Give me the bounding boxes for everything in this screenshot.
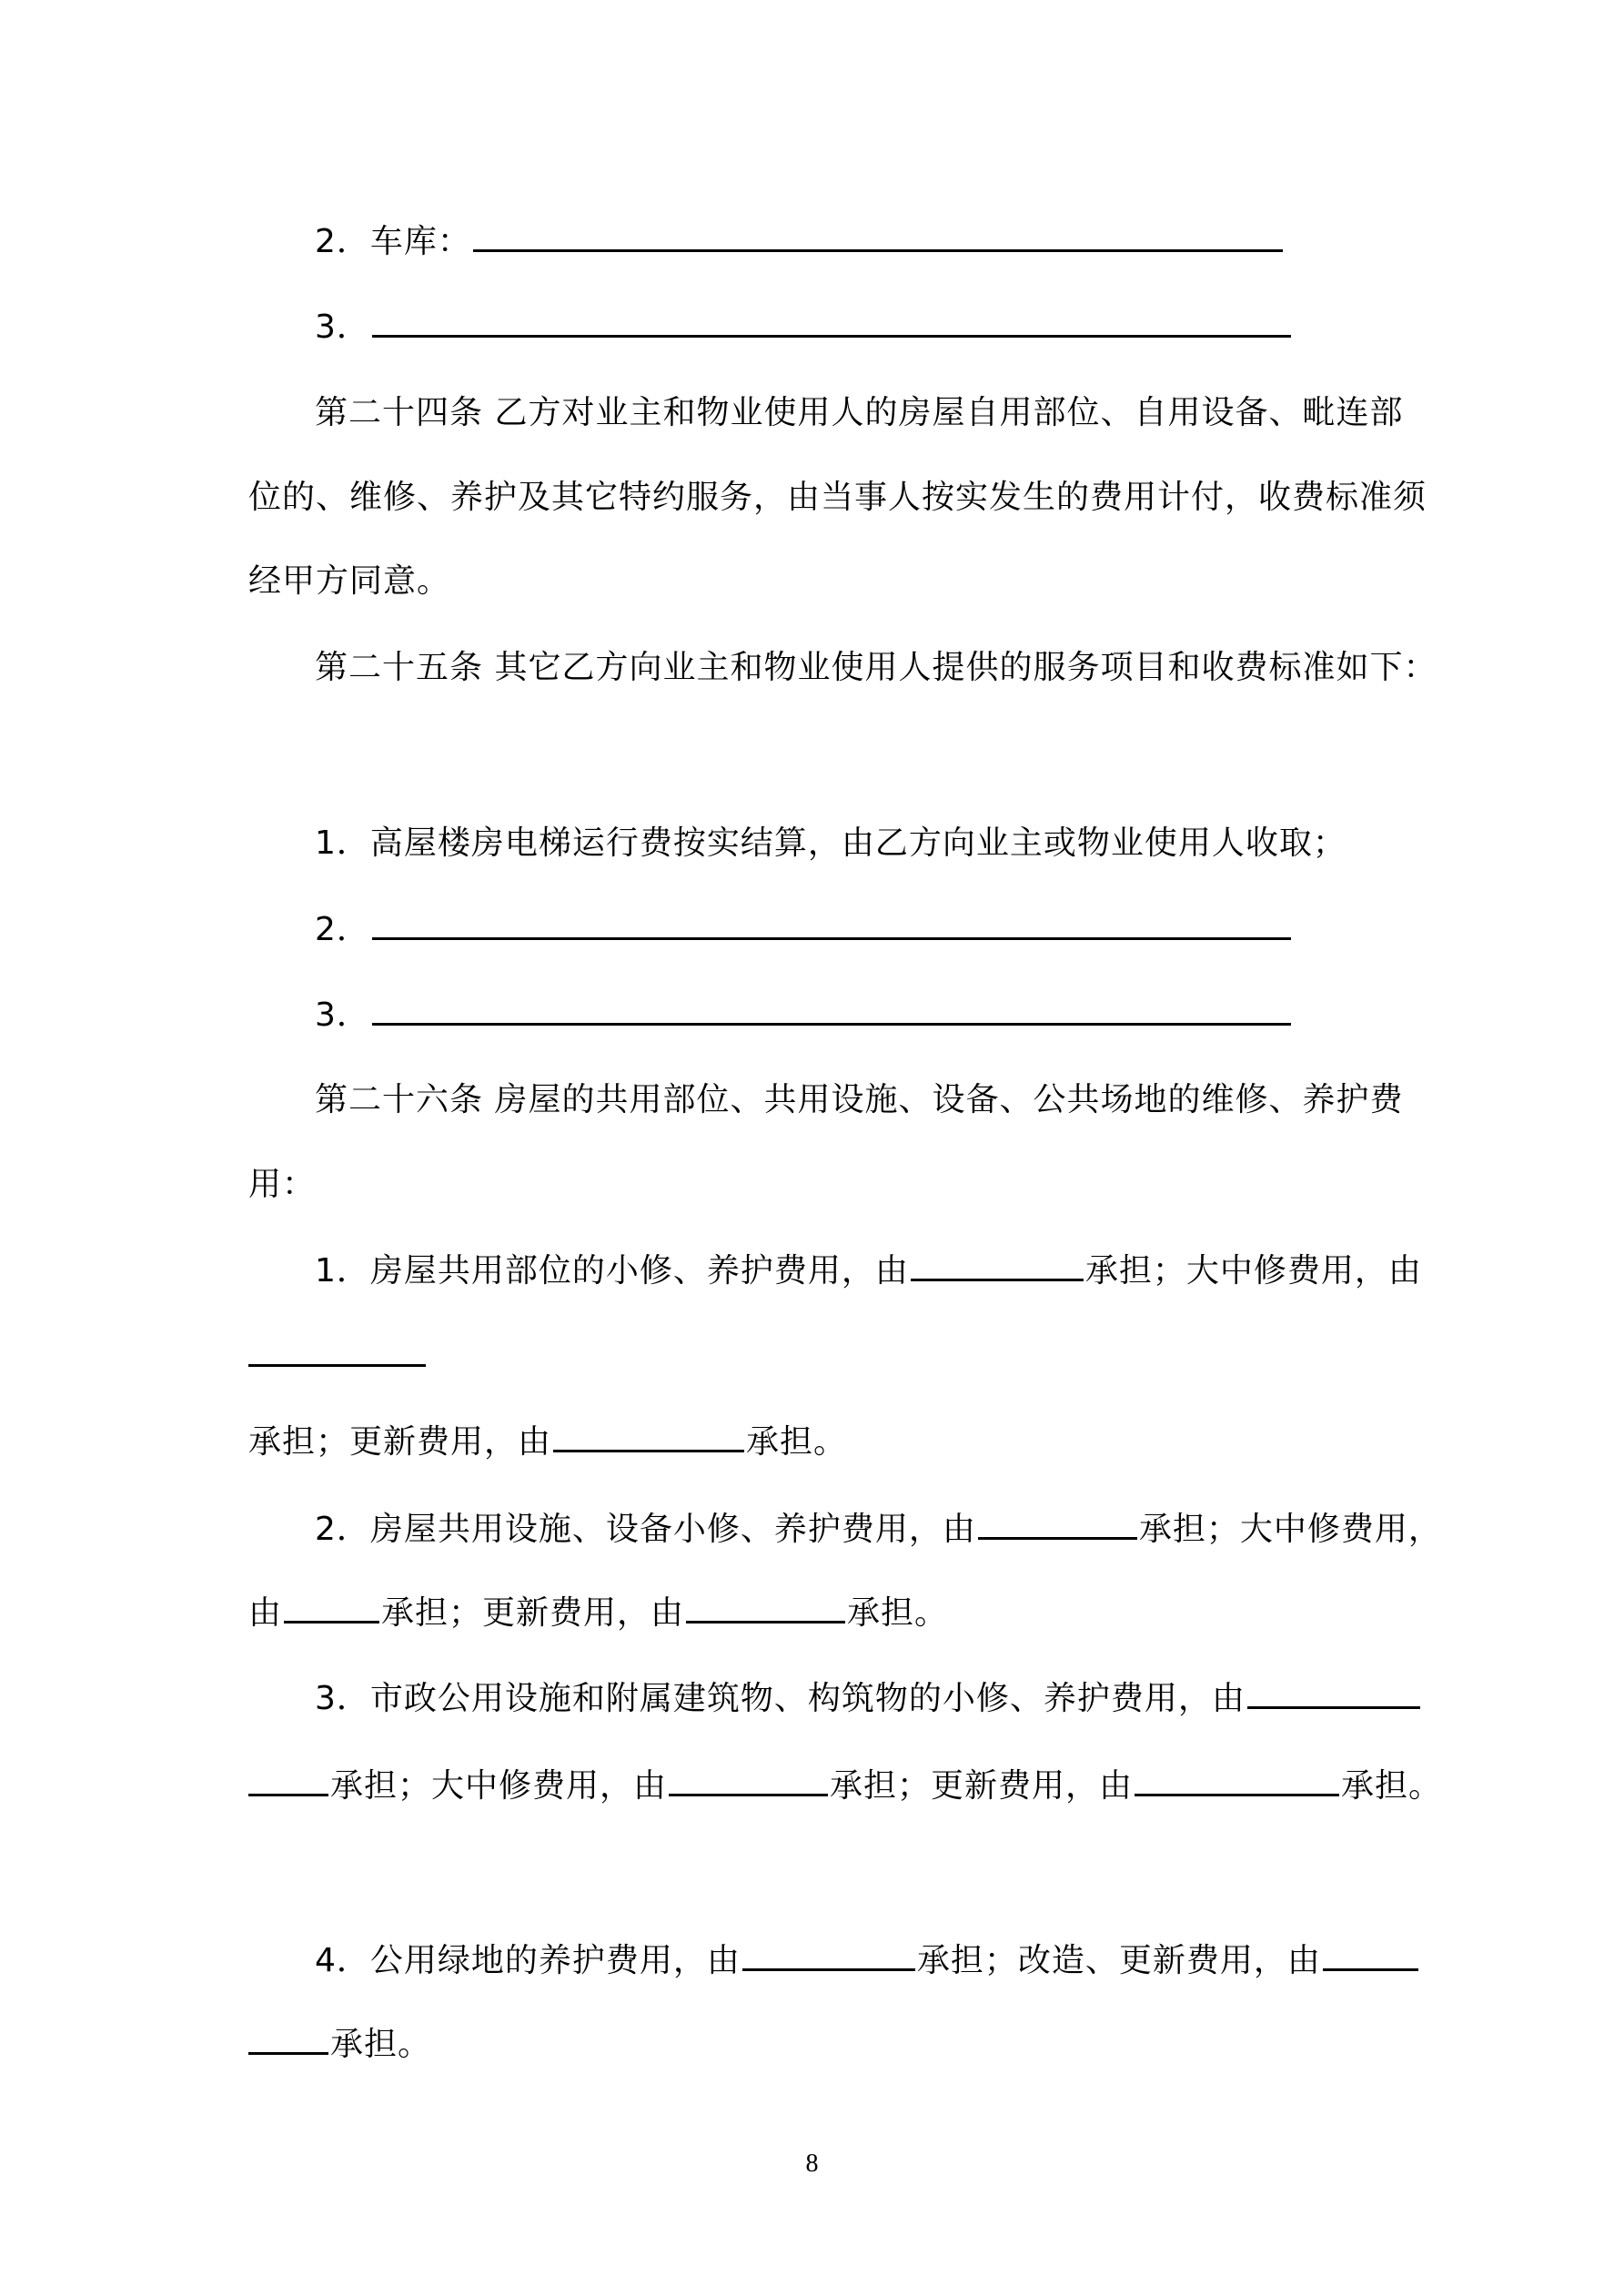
article-26-item-1-line-2 — [248, 1333, 1388, 1380]
line-text: 承担。 — [330, 2026, 432, 2063]
line-text: 承担；大中修费用，由 — [1084, 1252, 1422, 1290]
article-26-item-1-line-1 — [315, 1248, 1422, 1294]
article-26-title-line-2 — [248, 1162, 1388, 1208]
article-25-item-3 — [315, 992, 1388, 1038]
line-text: 承担；更新费用，由 — [381, 1594, 685, 1632]
article-24-line-1 — [315, 390, 1404, 436]
line-text: 承担。 — [1341, 1767, 1443, 1805]
article-26-title-line-1 — [315, 1077, 1404, 1123]
fill-blank[interactable] — [473, 218, 1283, 252]
item-garage — [315, 218, 1388, 265]
line-text: 经甲方同意。 — [248, 562, 451, 600]
fill-blank[interactable] — [372, 304, 1291, 338]
line-text: 2． — [315, 911, 370, 948]
fill-blank[interactable] — [911, 1248, 1084, 1281]
fill-blank[interactable] — [1323, 1937, 1418, 1971]
line-text: 第二十五条 其它乙方向业主和物业使用人提供的服务项目和收费标准如下： — [315, 649, 1437, 686]
line-text: 承担；更新费用，由 — [248, 1423, 552, 1461]
fill-blank[interactable] — [1247, 1675, 1420, 1709]
article-26-item-4-line-2 — [248, 2021, 1388, 2068]
fill-blank[interactable] — [553, 1419, 744, 1452]
line-text: 1．高屋楼房电梯运行费按实结算，由乙方向业主或物业使用人收取； — [315, 824, 1347, 862]
line-text: 3． — [315, 996, 370, 1034]
line-text: 承担。 — [746, 1423, 848, 1461]
article-25-item-1 — [315, 821, 1388, 866]
article-25-title — [315, 645, 1437, 691]
fill-blank[interactable] — [248, 1763, 328, 1796]
fill-blank[interactable] — [669, 1763, 828, 1796]
line-text: 承担；大中修费用， — [1138, 1511, 1442, 1548]
page-number: 8 — [805, 2149, 819, 2178]
article-25-item-2 — [315, 906, 1388, 953]
line-text: 承担。 — [847, 1594, 949, 1632]
fill-blank[interactable] — [686, 1590, 845, 1623]
line-text: 3． — [315, 308, 370, 346]
line-text: 用： — [248, 1166, 317, 1203]
line-text: 2．房屋共用设施、设备小修、养护费用，由 — [315, 1511, 976, 1548]
fill-blank[interactable] — [372, 992, 1291, 1026]
line-text: 承担；改造、更新费用，由 — [916, 1942, 1321, 1979]
item-3 — [315, 304, 1388, 350]
fill-blank[interactable] — [284, 1590, 379, 1623]
line-text: 承担；更新费用，由 — [830, 1767, 1134, 1805]
line-text: 2．车库： — [315, 223, 471, 260]
article-26-item-2-line-1 — [315, 1506, 1442, 1553]
line-text: 1．房屋共用部位的小修、养护费用，由 — [315, 1252, 909, 1290]
fill-blank[interactable] — [1135, 1763, 1339, 1796]
article-26-item-4-line-1 — [315, 1937, 1388, 1984]
fill-blank[interactable] — [248, 2021, 328, 2055]
article-26-item-1-line-3 — [248, 1419, 1388, 1465]
line-text: 4．公用绿地的养护费用，由 — [315, 1942, 741, 1979]
line-text: 第二十四条 乙方对业主和物业使用人的房屋自用部位、自用设备、毗连部 — [315, 394, 1404, 431]
line-text: 第二十六条 房屋的共用部位、共用设施、设备、公共场地的维修、养护费 — [315, 1081, 1404, 1118]
article-24-line-2 — [248, 475, 1427, 521]
line-text: 3．市政公用设施和附属建筑物、构筑物的小修、养护费用，由 — [315, 1680, 1246, 1717]
fill-blank[interactable] — [372, 906, 1291, 940]
fill-blank[interactable] — [978, 1506, 1137, 1540]
article-24-line-3 — [248, 559, 1388, 604]
article-26-item-3-line-1 — [315, 1675, 1388, 1722]
article-26-item-3-line-2 — [248, 1763, 1443, 1809]
article-26-item-2-line-2 — [248, 1590, 1388, 1636]
line-text: 由 — [248, 1594, 283, 1632]
line-text: 承担；大中修费用，由 — [330, 1767, 668, 1805]
fill-blank[interactable] — [248, 1333, 426, 1367]
line-text: 位的、维修、养护及其它特约服务，由当事人按实发生的费用计付，收费标准须 — [248, 479, 1427, 516]
fill-blank[interactable] — [742, 1937, 915, 1971]
